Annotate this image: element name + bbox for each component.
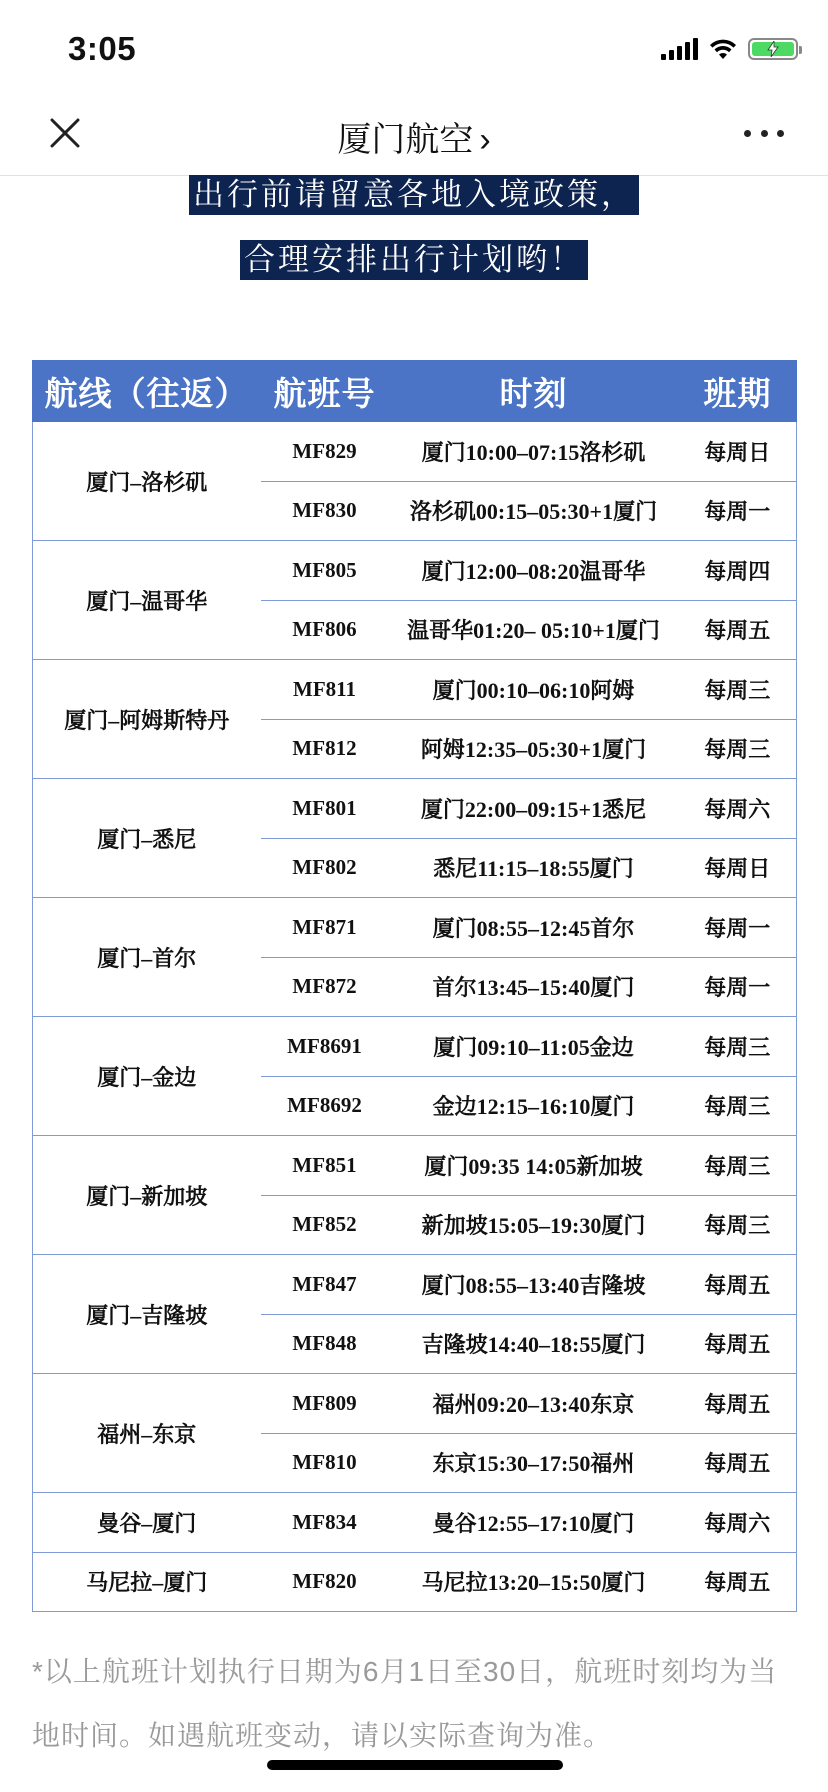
operating-days-cell: 每周三 xyxy=(679,1136,797,1196)
route-cell: 厦门–首尔 xyxy=(33,898,261,1017)
operating-days-cell: 每周日 xyxy=(679,422,797,482)
flight-number-cell: MF872 xyxy=(261,957,389,1017)
home-indicator[interactable] xyxy=(267,1760,563,1770)
signal-icon xyxy=(661,38,698,60)
operating-days-cell: 每周五 xyxy=(679,1374,797,1434)
schedule-time-cell: 马尼拉13:20–15:50厦门 xyxy=(389,1552,679,1612)
page-title: 厦门航空 xyxy=(337,121,474,159)
route-cell: 曼谷–厦门 xyxy=(33,1493,261,1553)
flight-number-cell: MF809 xyxy=(261,1374,389,1434)
table-row xyxy=(33,898,797,958)
flight-number-cell: MF805 xyxy=(261,541,389,601)
schedule-time-cell: 厦门12:00–08:20温哥华 xyxy=(389,541,679,601)
header-route: 航线（往返） xyxy=(33,361,261,422)
more-icon-dot xyxy=(777,130,784,137)
nav-bar xyxy=(0,92,828,176)
operating-days-cell: 每周三 xyxy=(679,719,797,779)
operating-days-cell: 每周五 xyxy=(679,1552,797,1612)
schedule-time-cell: 曼谷12:55–17:10厦门 xyxy=(389,1493,679,1553)
route-cell: 福州–东京 xyxy=(33,1374,261,1493)
flight-number-cell: MF801 xyxy=(261,779,389,839)
table-body xyxy=(33,422,797,1612)
flight-number-cell: MF802 xyxy=(261,838,389,898)
operating-days-cell: 每周日 xyxy=(679,838,797,898)
schedule-time-cell: 悉尼11:15–18:55厦门 xyxy=(389,838,679,898)
route-cell: 厦门–悉尼 xyxy=(33,779,261,898)
operating-days-cell: 每周一 xyxy=(679,898,797,958)
schedule-time-cell: 厦门09:35 14:05新加坡 xyxy=(389,1136,679,1196)
schedule-time-cell: 厦门08:55–13:40吉隆坡 xyxy=(389,1255,679,1315)
route-cell: 厦门–金边 xyxy=(33,1017,261,1136)
header-time: 时刻 xyxy=(389,361,679,422)
status-icons xyxy=(661,34,798,64)
flight-number-cell: MF834 xyxy=(261,1493,389,1553)
flight-number-cell: MF851 xyxy=(261,1136,389,1196)
schedule-time-cell: 厦门08:55–12:45首尔 xyxy=(389,898,679,958)
operating-days-cell: 每周六 xyxy=(679,779,797,839)
operating-days-cell: 每周三 xyxy=(679,1195,797,1255)
schedule-time-cell: 金边12:15–16:10厦门 xyxy=(389,1076,679,1136)
more-button[interactable] xyxy=(744,118,784,148)
table-row xyxy=(33,1255,797,1315)
more-icon-dot xyxy=(744,130,751,137)
flight-number-cell: MF8691 xyxy=(261,1017,389,1077)
table-row xyxy=(33,422,797,482)
schedule-time-cell: 新加坡15:05–19:30厦门 xyxy=(389,1195,679,1255)
flight-number-cell: MF847 xyxy=(261,1255,389,1315)
notice-text-1: 出行前请留意各地入境政策， xyxy=(189,175,639,215)
schedule-time-cell: 福州09:20–13:40东京 xyxy=(389,1374,679,1434)
operating-days-cell: 每周三 xyxy=(679,1076,797,1136)
operating-days-cell: 每周一 xyxy=(679,481,797,541)
schedule-time-cell: 厦门09:10–11:05金边 xyxy=(389,1017,679,1077)
flight-number-cell: MF820 xyxy=(261,1552,389,1612)
flight-number-cell: MF810 xyxy=(261,1433,389,1493)
table-row xyxy=(33,779,797,839)
schedule-time-cell: 首尔13:45–15:40厦门 xyxy=(389,957,679,1017)
route-cell: 厦门–温哥华 xyxy=(33,541,261,660)
operating-days-cell: 每周三 xyxy=(679,660,797,720)
operating-days-cell: 每周五 xyxy=(679,1433,797,1493)
notice-line-2 xyxy=(0,240,828,280)
operating-days-cell: 每周一 xyxy=(679,957,797,1017)
schedule-time-cell: 温哥华01:20– 05:10+1厦门 xyxy=(389,600,679,660)
more-icon-dot xyxy=(761,130,768,137)
flight-number-cell: MF806 xyxy=(261,600,389,660)
status-time: 3:05 xyxy=(68,30,137,67)
operating-days-cell: 每周五 xyxy=(679,1314,797,1374)
flight-number-cell: MF852 xyxy=(261,1195,389,1255)
table-row xyxy=(33,1136,797,1196)
wifi-icon xyxy=(708,37,738,61)
flight-number-cell: MF8692 xyxy=(261,1076,389,1136)
operating-days-cell: 每周四 xyxy=(679,541,797,601)
notice-line-1 xyxy=(0,175,828,215)
schedule-time-cell: 吉隆坡14:40–18:55厦门 xyxy=(389,1314,679,1374)
table-row xyxy=(33,660,797,720)
chevron-right-icon: › xyxy=(479,121,491,159)
schedule-time-cell: 厦门10:00–07:15洛杉矶 xyxy=(389,422,679,482)
schedule-time-cell: 东京15:30–17:50福州 xyxy=(389,1433,679,1493)
status-bar xyxy=(0,0,828,92)
route-cell: 厦门–洛杉矶 xyxy=(33,422,261,541)
schedule-time-cell: 厦门00:10–06:10阿姆 xyxy=(389,660,679,720)
flight-number-cell: MF811 xyxy=(261,660,389,720)
operating-days-cell: 每周五 xyxy=(679,600,797,660)
table-row xyxy=(33,1552,797,1612)
table-row xyxy=(33,541,797,601)
schedule-time-cell: 厦门22:00–09:15+1悉尼 xyxy=(389,779,679,839)
flight-number-cell: MF848 xyxy=(261,1314,389,1374)
table-row xyxy=(33,1017,797,1077)
flight-number-cell: MF871 xyxy=(261,898,389,958)
battery-charging-icon xyxy=(748,38,798,60)
account-title-link[interactable] xyxy=(0,112,828,161)
flight-number-cell: MF829 xyxy=(261,422,389,482)
operating-days-cell: 每周六 xyxy=(679,1493,797,1553)
flight-number-cell: MF830 xyxy=(261,481,389,541)
schedule-time-cell: 阿姆12:35–05:30+1厦门 xyxy=(389,719,679,779)
header-days: 班期 xyxy=(679,361,797,422)
route-cell: 厦门–吉隆坡 xyxy=(33,1255,261,1374)
table-row xyxy=(33,1493,797,1553)
flight-schedule-table xyxy=(32,360,796,1612)
notice-text-2: 合理安排出行计划哟！ xyxy=(240,240,588,280)
operating-days-cell: 每周三 xyxy=(679,1017,797,1077)
route-cell: 马尼拉–厦门 xyxy=(33,1552,261,1612)
footnote: *以上航班计划执行日期为6月1日至30日，航班时刻均为当地时间。如遇航班变动，请以实际查询为准。 xyxy=(32,1656,778,1751)
header-flight-no: 航班号 xyxy=(261,361,389,422)
table-header-row xyxy=(33,361,797,422)
operating-days-cell: 每周五 xyxy=(679,1255,797,1315)
table-row xyxy=(33,1374,797,1434)
route-cell: 厦门–阿姆斯特丹 xyxy=(33,660,261,779)
schedule-time-cell: 洛杉矶00:15–05:30+1厦门 xyxy=(389,481,679,541)
route-cell: 厦门–新加坡 xyxy=(33,1136,261,1255)
flight-number-cell: MF812 xyxy=(261,719,389,779)
